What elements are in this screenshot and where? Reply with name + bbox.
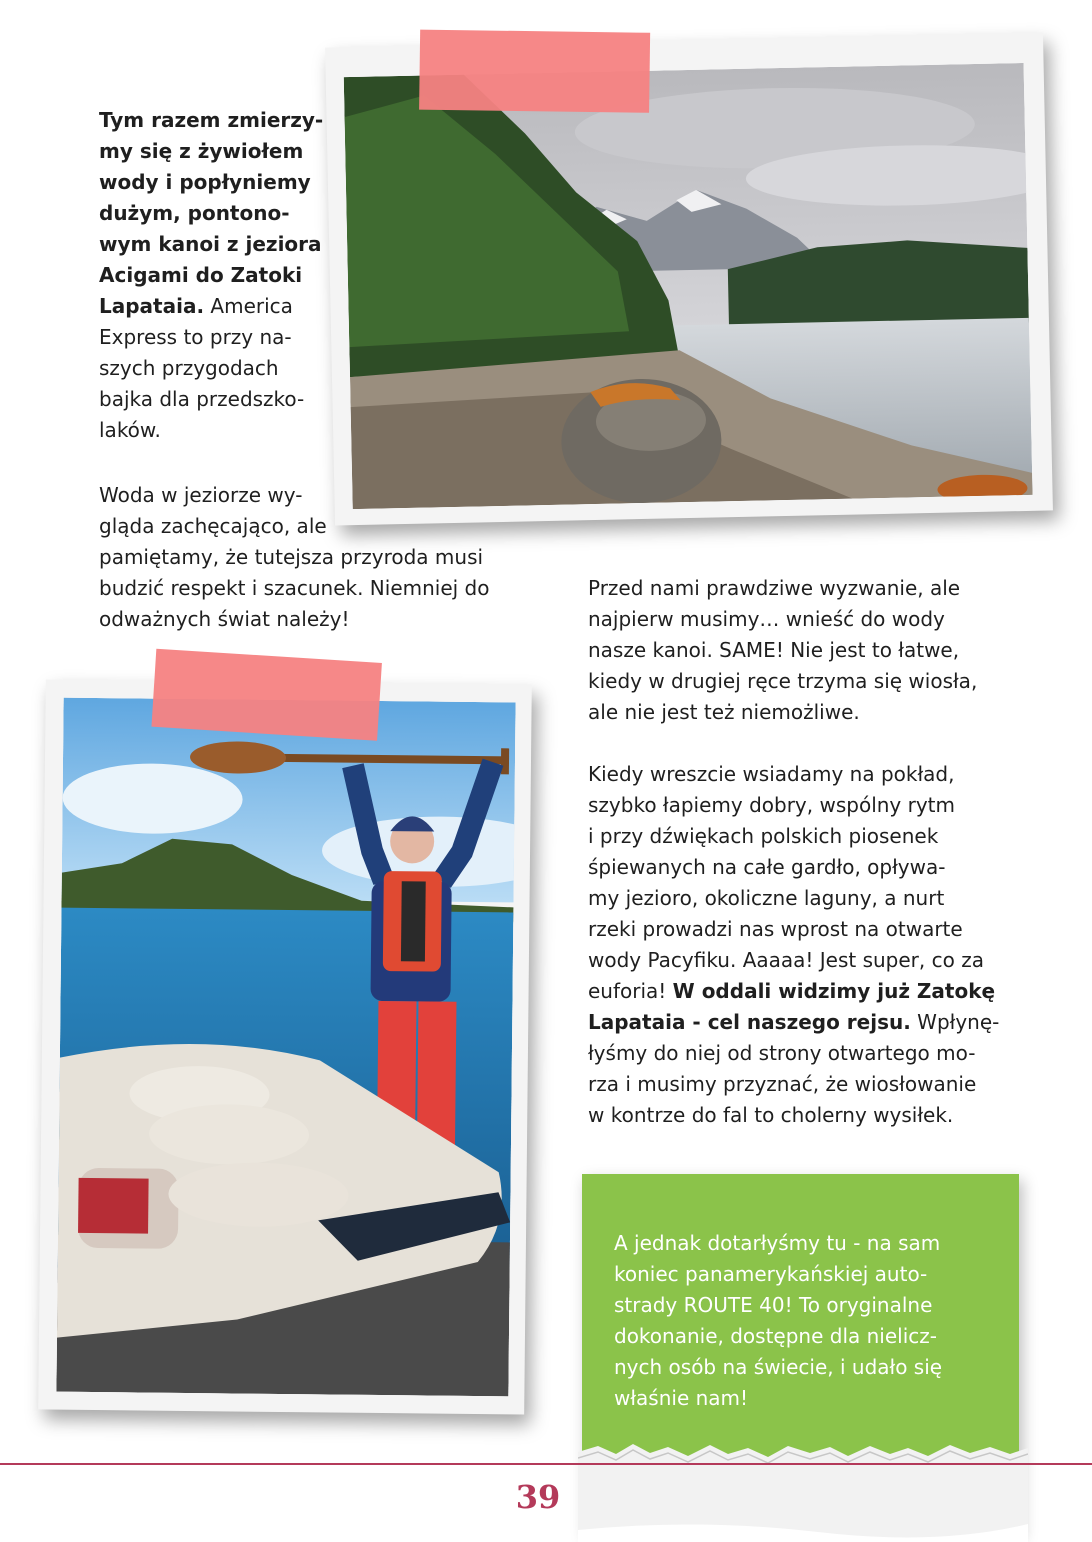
board-paragraph xyxy=(588,759,999,1131)
text-segment: właśnie nam! xyxy=(614,1386,749,1410)
footer-rule xyxy=(0,1463,1092,1465)
text-line xyxy=(588,914,999,945)
text-segment: szybko łapiemy dobry, wspólny rytm xyxy=(588,793,956,817)
text-segment: laków. xyxy=(99,418,161,442)
intro-paragraph xyxy=(99,105,323,446)
bold-text: W oddali widzimy już Zatokę xyxy=(672,979,996,1003)
text-segment: euforia! xyxy=(588,979,673,1003)
text-line xyxy=(588,697,977,728)
text-line xyxy=(588,790,999,821)
text-segment: i przy dźwiękach polskich piosenek xyxy=(588,824,939,848)
bold-text: Acigami do Zatoki xyxy=(99,263,303,287)
text-line xyxy=(614,1321,942,1352)
text-segment: Express to przy na- xyxy=(99,325,292,349)
text-segment: śpiewanych na całe gardło, opływa- xyxy=(588,855,946,879)
text-line xyxy=(588,1069,999,1100)
text-segment: odważnych świat należy! xyxy=(99,607,350,631)
text-line xyxy=(99,136,323,167)
text-line xyxy=(588,604,977,635)
text-segment: nych osób na świecie, i udało się xyxy=(614,1355,943,1379)
text-segment: łyśmy do niej od strony otwartego mo- xyxy=(588,1041,976,1065)
text-segment: Przed nami prawdziwe wyzwanie, ale xyxy=(588,576,961,600)
text-segment: ale nie jest też niemożliwe. xyxy=(588,700,860,724)
bold-text: wody i popłyniemy xyxy=(99,170,311,194)
bold-text: Lapataia. xyxy=(99,294,205,318)
text-line xyxy=(99,353,323,384)
text-line xyxy=(99,291,323,322)
text-line xyxy=(614,1290,942,1321)
text-line xyxy=(588,1038,999,1069)
text-line xyxy=(588,759,999,790)
text-segment: wody Pacyfiku. Aaaaa! Jest super, co za xyxy=(588,948,984,972)
text-segment: A jednak dotarłyśmy tu - na sam xyxy=(614,1231,941,1255)
kayak-illustration xyxy=(56,698,515,1397)
text-line xyxy=(614,1259,942,1290)
landscape-photo-frame xyxy=(325,33,1053,526)
text-line xyxy=(614,1228,942,1259)
bold-text: Tym razem zmierzy- xyxy=(99,108,324,132)
text-segment: strady ROUTE 40! To oryginalne xyxy=(614,1293,933,1317)
text-segment: gląda zachęcająco, ale xyxy=(99,514,327,538)
text-line xyxy=(614,1383,942,1414)
text-segment: America xyxy=(204,294,293,318)
text-segment: dokonanie, dostępne dla nielicz- xyxy=(614,1324,937,1348)
text-line xyxy=(99,198,323,229)
text-line xyxy=(99,260,323,291)
text-line xyxy=(588,573,977,604)
text-segment: Wpłynę- xyxy=(910,1010,1000,1034)
text-segment: my jezioro, okoliczne laguny, a nurt xyxy=(588,886,945,910)
text-line xyxy=(99,167,323,198)
text-segment: rza i musimy przyznać, że wiosłowanie xyxy=(588,1072,977,1096)
text-segment: najpierw musimy… wnieść do wody xyxy=(588,607,945,631)
text-segment: w kontrze do fal to cholerny wysiłek. xyxy=(588,1103,954,1127)
kayak-photo-frame xyxy=(38,679,532,1414)
text-segment: Woda w jeziorze wy- xyxy=(99,483,303,507)
bold-text: my się z żywiołem xyxy=(99,139,304,163)
kayak-photo xyxy=(56,698,515,1397)
text-line xyxy=(614,1352,942,1383)
text-segment: nasze kanoi. SAME! Nie jest to łatwe, xyxy=(588,638,960,662)
text-line xyxy=(588,883,999,914)
text-line xyxy=(588,1007,999,1038)
tape-strip xyxy=(151,649,381,741)
text-line xyxy=(588,635,977,666)
text-segment: szych przygodach xyxy=(99,356,279,380)
text-line xyxy=(588,1100,999,1131)
challenge-paragraph xyxy=(588,573,977,728)
landscape-illustration xyxy=(344,63,1033,509)
text-segment: koniec panamerykańskiej auto- xyxy=(614,1262,928,1286)
text-line xyxy=(99,604,490,635)
text-line xyxy=(588,821,999,852)
bold-text: dużym, pontono- xyxy=(99,201,290,225)
text-segment: Kiedy wreszcie wsiadamy na pokład, xyxy=(588,762,955,786)
text-line xyxy=(99,322,323,353)
text-line xyxy=(588,666,977,697)
text-segment: pamiętamy, że tutejsza przyroda musi xyxy=(99,545,484,569)
torn-paper-edge xyxy=(578,1438,1028,1542)
highlight-text xyxy=(614,1228,942,1414)
text-line xyxy=(588,852,999,883)
page-number: 39 xyxy=(515,1478,561,1516)
text-segment: budzić respekt i szacunek. Niemniej do xyxy=(99,576,490,600)
text-line xyxy=(99,542,490,573)
text-line xyxy=(99,105,323,136)
text-line xyxy=(588,945,999,976)
text-segment: bajka dla przedszko- xyxy=(99,387,305,411)
bold-text: Lapataia - cel naszego rejsu. xyxy=(588,1010,911,1034)
text-line xyxy=(99,229,323,260)
text-line xyxy=(588,976,999,1007)
text-line xyxy=(99,573,490,604)
tape-strip xyxy=(419,30,650,113)
text-line xyxy=(99,415,323,446)
text-line xyxy=(99,384,323,415)
bold-text: wym kanoi z jeziora xyxy=(99,232,322,256)
text-segment: rzeki prowadzi nas wprost na otwarte xyxy=(588,917,963,941)
text-segment: kiedy w drugiej ręce trzyma się wiosła, xyxy=(588,669,978,693)
landscape-photo xyxy=(344,63,1033,509)
